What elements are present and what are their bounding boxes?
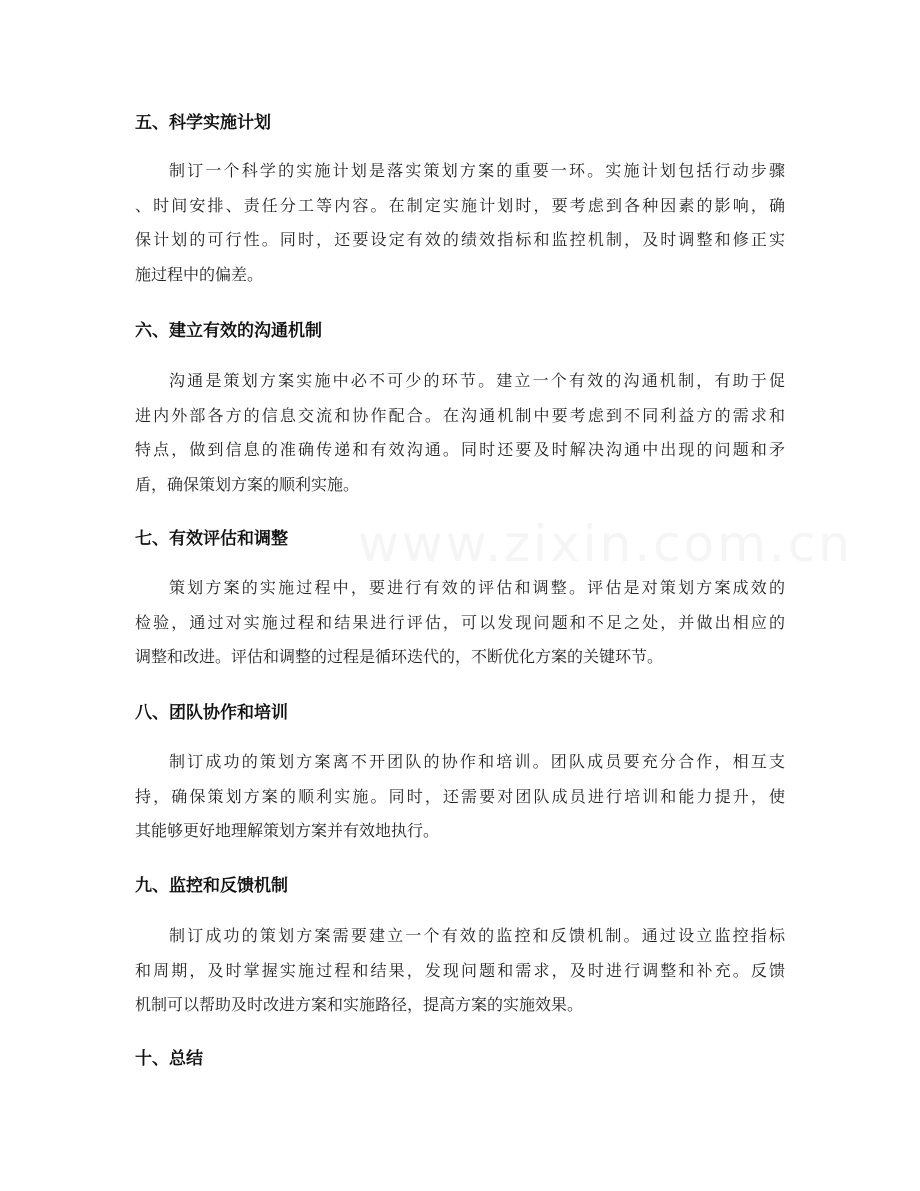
section-8-paragraph <box>135 745 785 849</box>
paragraph-line: 施过程中的偏差。 <box>135 264 264 284</box>
paragraph-line: 进内外部各方的信息交流和协作配合。在沟通机制中要考虑到不同利益方的需求和 <box>135 405 785 425</box>
section-10-heading: 十、总结 <box>135 1049 203 1069</box>
paragraph-line: 沟通是策划方案实施中必不可少的环节。建立一个有效的沟通机制，有助于促 <box>169 371 785 390</box>
paragraph-line: 盾，确保策划方案的顺利实施。 <box>135 474 360 494</box>
paragraph-line: 机制可以帮助及时改进方案和实施路径，提高方案的实施效果。 <box>135 995 584 1014</box>
paragraph-line: 制订成功的策划方案离不开团队的协作和培训。团队成员要充分合作，相互支 <box>169 752 785 771</box>
paragraph-line: 和周期，及时掌握实施过程和结果，发现问题和需求，及时进行调整和补充。反馈 <box>135 960 785 980</box>
paragraph-line: 、时间安排、责任分工等内容。在制定实施计划时，要考虑到各种因素的影响，确 <box>135 195 785 215</box>
section-5-paragraph <box>135 154 785 292</box>
section-5-heading: 五、科学实施计划 <box>135 113 271 133</box>
paragraph-line: 持，确保策划方案的顺利实施。同时，还需要对团队成员进行培训和能力提升，使 <box>135 786 785 806</box>
paragraph-line: 保计划的可行性。同时，还要设定有效的绩效指标和监控机制，及时调整和修正实 <box>135 230 785 249</box>
paragraph-line: 特点，做到信息的准确传递和有效沟通。同时还要及时解决沟通中出现的问题和矛 <box>135 440 785 459</box>
section-7-heading: 七、有效评估和调整 <box>135 529 288 549</box>
paragraph-line: 检验，通过对实施过程和结果进行评估，可以发现问题和不足之处，并做出相应的 <box>135 612 785 632</box>
paragraph-line: 策划方案的实施过程中，要进行有效的评估和调整。评估是对策划方案成效的 <box>169 578 785 597</box>
paragraph-line: 制订成功的策划方案需要建立一个有效的监控和反馈机制。通过设立监控指标 <box>169 926 785 945</box>
section-9-paragraph <box>135 919 785 1023</box>
section-7-paragraph <box>135 571 785 675</box>
paragraph-line: 其能够更好地理解策划方案并有效地执行。 <box>135 821 440 840</box>
paragraph-line: 调整和改进。评估和调整的过程是循环迭代的，不断优化方案的关键环节。 <box>135 647 664 666</box>
paragraph-line: 制订一个科学的实施计划是落实策划方案的重要一环。实施计划包括行动步骤 <box>169 161 785 180</box>
section-9-heading: 九、监控和反馈机制 <box>135 876 288 896</box>
section-6-heading: 六、建立有效的沟通机制 <box>135 321 322 341</box>
watermark: www.zixin.com.cn <box>358 515 854 573</box>
section-8-heading: 八、团队协作和培训 <box>135 703 288 723</box>
section-6-paragraph <box>135 364 785 502</box>
